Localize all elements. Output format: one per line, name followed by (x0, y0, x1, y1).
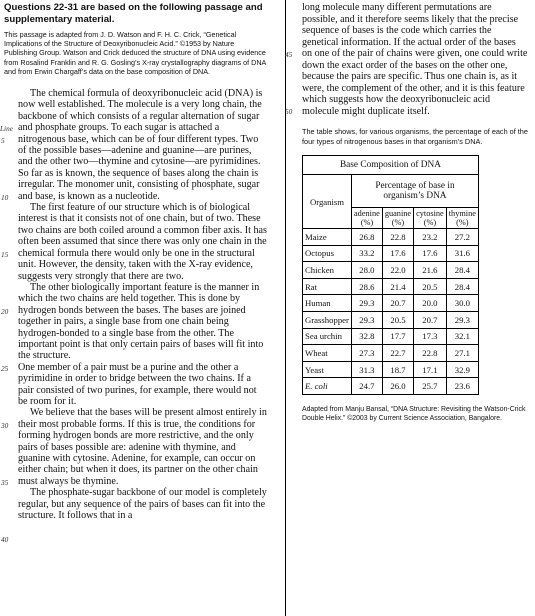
passage-paragraph-5: The phosphate-sugar backbone of our model is completely regular, but any sequence of the pairs of bases can fit into the structure. It follows that in a (18, 487, 267, 522)
table-body (303, 229, 479, 395)
value-cell: 20.7 (382, 295, 413, 312)
table-row (303, 378, 479, 395)
value-cell: 29.3 (352, 295, 383, 312)
table-row (303, 278, 479, 295)
column-header-name: thymine (448, 209, 476, 218)
table-title: Base Composition of DNA (303, 156, 479, 175)
table-row (303, 345, 479, 362)
organism-cell: Chicken (303, 262, 352, 279)
line-number-45: 45 (285, 50, 293, 59)
passage-paragraph-3: The other biologically important feature is the manner in which the two chains are held together. This is done by hydrogen bonds between the bases. The bases are joined together in pairs, a single base from one chain being hydrogen-bonded to a single base from the other. The important point is that only certain pairs of bases will fit into the structure. (18, 281, 264, 362)
value-cell: 22.8 (414, 345, 447, 362)
value-cell: 25.7 (414, 378, 447, 395)
passage-body (0, 88, 267, 545)
passage-paragraph-3b: One member of a pair must be a purine and the other a pyrimidine in order to bridge between the two chains. If a pair consisted of two purines, for example, there would not be room for it. (18, 361, 257, 407)
value-cell: 31.3 (352, 361, 383, 378)
value-cell: 26.0 (382, 378, 413, 395)
line-number-40: 40 (1, 535, 9, 545)
value-cell: 17.3 (414, 328, 447, 345)
organism-cell: Human (303, 295, 352, 312)
value-cell: 32.8 (352, 328, 383, 345)
table-description: The table shows, for various organisms, the percentage of each of the four types of nitrogenous bases in that organism’s DNA. (302, 127, 528, 146)
value-cell: 20.7 (414, 311, 447, 328)
right-column (285, 2, 528, 430)
line-number-30: 30 (1, 421, 9, 431)
line-number-5: 5 (1, 136, 5, 146)
passage-paragraph-2: The first feature of our structure which is of biological interest is that it consists not of one chain, but of two. These two chains are both coiled around a common fiber axis. It has often been assumed that since there was only one chain in the chemical formula there would only be one in the structural unit. However, the density, taken with the X-ray evidence, suggests very strongly that there are two. (18, 202, 267, 282)
value-cell: 26.8 (352, 229, 383, 246)
column-header-thymine (446, 208, 478, 229)
value-cell: 21.6 (414, 262, 447, 279)
value-cell: 22.7 (382, 345, 413, 362)
value-cell: 17.6 (414, 245, 447, 262)
column-header-name: guanine (384, 209, 412, 218)
table-source: Adapted from Manju Bansal, “DNA Structure: Revisiting the Watson-Crick Double Helix.” ©2003 by Current Science Association, Bangalore. (302, 405, 526, 422)
passage-introduction (4, 30, 267, 76)
column-header-name: adenine (354, 209, 380, 218)
percentage-group-header: Percentage of base in organism’s DNA (352, 175, 479, 208)
intro-text: This passage is adapted from J. D. Watson and F. H. C. Crick, “Genetical Implications of the Structure of Deoxyribonucleic Acid.” ©1953 by Nature Publishing Group. Watson and Crick deduced the structure of DNA using evidence from Rosalind Franklin and R. G. Gosling’s X-ray crystallography diagrams of DNA and from Erwin Chargaff’s data on the base composition of DNA. (4, 30, 266, 76)
line-number-10: 10 (1, 193, 9, 203)
passage-text (4, 88, 267, 521)
column-header-name: cytosine (416, 209, 444, 218)
table-row (303, 262, 479, 279)
value-cell: 17.1 (414, 361, 447, 378)
table-row (303, 245, 479, 262)
organism-cell: Rat (303, 278, 352, 295)
column-header-unit: (%) (456, 218, 469, 227)
organism-cell: E. coli (303, 378, 352, 395)
value-cell: 27.3 (352, 345, 383, 362)
value-cell: 20.5 (414, 278, 447, 295)
value-cell: 27.2 (446, 229, 478, 246)
value-cell: 29.3 (446, 311, 478, 328)
column-header-adenine (352, 208, 383, 229)
value-cell: 33.2 (352, 245, 383, 262)
table-row (303, 295, 479, 312)
line-number-35: 35 (1, 478, 9, 488)
table-row (303, 229, 479, 246)
value-cell: 22.8 (382, 229, 413, 246)
passage-paragraph-6: long molecule many different permutations are possible, and it therefore seems likely that the precise sequence of bases is the code which carries the genetical information. If the actual order of the bases on one of the pair of chains were given, one could write down the exact order of the bases on the other one, because the pairs are specific. Thus one chain is, as it were, the complement of the other, and it is this feature which suggests how the deoxyribonucleic acid molecule might duplicate itself. (302, 2, 528, 117)
value-cell: 23.6 (446, 378, 478, 395)
organism-cell: Wheat (303, 345, 352, 362)
passage-continuation (285, 2, 528, 117)
column-header-unit: (%) (391, 218, 405, 227)
value-cell: 18.7 (382, 361, 413, 378)
column-divider (285, 0, 286, 616)
value-cell: 17.6 (382, 245, 413, 262)
column-header-cytosine (414, 208, 447, 229)
value-cell: 29.3 (352, 311, 383, 328)
line-number-50: 50 (285, 107, 293, 116)
line-number-25: 25 (1, 364, 9, 374)
value-cell: 32.9 (446, 361, 478, 378)
passage-paragraph-1: The chemical formula of deoxyribonucleic acid (DNA) is now well established. The molecule is a very long chain, the backbone of which consists of a regular alternation of sugar and phosphate groups. To each sugar is attached a nitrogenous base, which can be of four different types. Two of the possible bases—adenine and guanine—are purines, and the other two—thymine and cytosine—are pyrimidines. So far as is known, the sequence of bases along the chain is irregular. The monomer unit, consisting of phosphate, sugar and base, is known as a nucleotide. (18, 88, 263, 202)
table-row (303, 328, 479, 345)
value-cell: 17.7 (382, 328, 413, 345)
value-cell: 21.4 (382, 278, 413, 295)
table-row (303, 361, 479, 378)
organism-header: Organism (303, 175, 352, 229)
table-row (303, 311, 479, 328)
value-cell: 32.1 (446, 328, 478, 345)
value-cell: 27.1 (446, 345, 478, 362)
value-cell: 22.0 (382, 262, 413, 279)
value-cell: 28.0 (352, 262, 383, 279)
column-header-unit: (%) (423, 218, 437, 227)
value-cell: 23.2 (414, 229, 447, 246)
column-header-unit: (%) (360, 218, 374, 227)
organism-cell: Grasshopper (303, 311, 352, 328)
value-cell: 24.7 (352, 378, 383, 395)
value-cell: 30.0 (446, 295, 478, 312)
organism-cell: Octopus (303, 245, 352, 262)
line-number-15: 15 (1, 250, 9, 260)
left-column (0, 2, 267, 545)
value-cell: 28.4 (446, 278, 478, 295)
organism-cell: Yeast (303, 361, 352, 378)
column-header-guanine (382, 208, 413, 229)
value-cell: 28.4 (446, 262, 478, 279)
value-cell: 28.6 (352, 278, 383, 295)
line-number-20: 20 (1, 307, 9, 317)
value-cell: 20.5 (382, 311, 413, 328)
line-label: Line (0, 124, 13, 134)
organism-cell: Maize (303, 229, 352, 246)
passage-paragraph-4: We believe that the bases will be present almost entirely in their most probable forms. If this is true, the conditions for forming hydrogen bonds are more restrictive, and the only pairs of bases possible are: adenine with thymine, and guanine with cytosine. Adenine, for example, can occur on either chain; but when it does, its partner on the other chain must always be thymine. (18, 407, 267, 487)
value-cell: 31.6 (446, 245, 478, 262)
value-cell: 20.0 (414, 295, 447, 312)
base-composition-table (302, 155, 479, 395)
organism-cell: Sea urchin (303, 328, 352, 345)
section-heading: Questions 22-31 are based on the following passage and supplementary material. (4, 2, 263, 25)
